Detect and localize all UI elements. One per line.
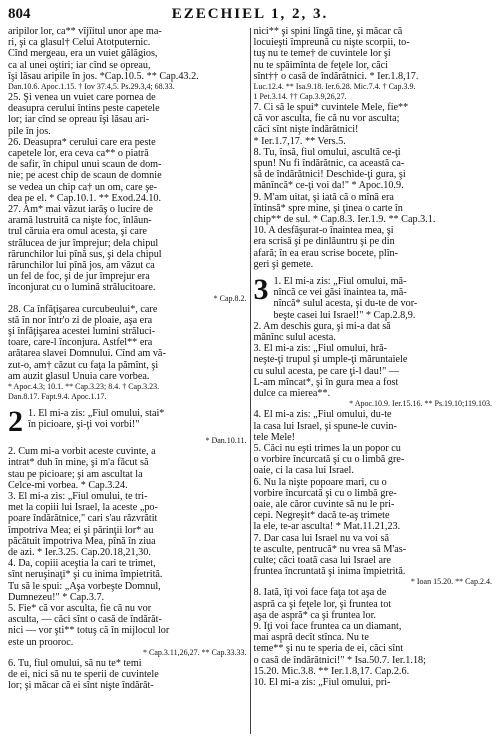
text-line: 2. Cum mi-a vorbit aceste cuvinte, a [8, 446, 156, 458]
chapter-3-heading [253, 273, 492, 321]
text-line: Tu să le spui: „Aşa vorbeşte Domnul, [8, 580, 161, 592]
text-line: se vedea un chip ca† un om, care şe- [8, 181, 158, 193]
text-line: mai aspră decît stînca. Nu te [253, 632, 369, 644]
text-line: aripilor lor, ca** vîjîitul unor ape ma- [8, 26, 162, 37]
text-line: 1. El mi-a zis: „Fiul omului, stai* [28, 408, 165, 420]
footnote-ref: 1 Pet.3.14. †† Cap.3.9,26,27. [253, 92, 347, 102]
text-line: L-am mîncat*, şi în gura mea a fost [253, 376, 399, 388]
left-block-1 [8, 26, 247, 82]
text-line: un fel de foc, şi de jur împrejur era [8, 271, 150, 283]
text-line: dea pe el. * Cap.10.1. ** Exod.24.10. [8, 192, 162, 204]
text-line: strălucea de jur împrejur; dela chipul [8, 237, 159, 249]
text-line: 8. Iată, îţi voi face faţa tot aşa de [253, 587, 387, 599]
footnote-ref: Dan.8.17. Fapt.9.4. Apoc.1.17. [8, 392, 107, 402]
footnote-ref: * Apoc.4.3; 10.1. ** Cap.3.23; 8.4. † Cap.3.23. [8, 382, 160, 392]
text-line: cu sulul acesta, pe care ţi-l dau!" — [253, 365, 400, 377]
text-line: 2. Am deschis gura, şi mi-a dat să [253, 320, 391, 332]
text-line: Dumnezeu!" * Cap.3.7. [8, 591, 105, 603]
text-line: că vor asculta, fie că nu vor asculta; [253, 113, 400, 125]
right-block-5 [253, 587, 492, 688]
text-line: chip** de sul. * Cap.8.3. Ier.1.9. ** Cap.3.1. [253, 214, 436, 226]
text-line: pile în jos. [8, 125, 51, 137]
text-line: rărunchilor lui pînă jos, am văzut ca [8, 260, 155, 272]
text-line: stau pe picioare; şi am ascultat la [8, 468, 143, 480]
text-line: de ei, nici să nu te sperii de cuvintele [8, 668, 159, 680]
text-line: te asculte, pentrucă* nu vrea să M'as- [253, 543, 407, 555]
text-line: Cînd mergeau, era un vuiet gălăgios, [8, 48, 158, 60]
right-refs-1 [253, 82, 492, 102]
text-line: neşte-ţi trupul şi umple-ţi măruntaiele [253, 354, 408, 366]
text-line: afară; în ea erau scrise bocete, plîn- [253, 247, 399, 259]
text-line: fruntea încruntată şi inima împietrită. [253, 566, 406, 578]
left-block-4 [8, 446, 247, 648]
left-refs-3 [8, 382, 247, 402]
footnote-ref: * Ioan 15.20. ** Cap.2.4. [410, 577, 492, 587]
text-line: 26. Deasupra* cerului care era peste [8, 136, 156, 148]
text-line: dulce ca mierea**. [253, 388, 331, 400]
right-column [253, 26, 492, 738]
text-line: nîncă ce vei găsi înaintea ta, mă- [273, 287, 407, 299]
text-line: căci sînt nişte îndărătnici! [253, 124, 359, 136]
running-title: EZECHIEL 1, 2, 3. [171, 6, 329, 22]
text-line: la ele, te-ar asculta! * Mat.11.21,23. [253, 521, 401, 533]
text-line: la casa lui Israel, şi spune-le cuvin- [253, 420, 397, 432]
text-line: lor; şi măcar că ei sînt nişte îndărăt- [8, 680, 154, 692]
text-line: met la copiii lui Israel, la aceste „po- [8, 502, 158, 514]
text-line: 5. Căci nu eşti trimes la un popor cu [253, 442, 401, 454]
text-line: sînt neruşinaţi* şi cu inima împietrită. [8, 569, 163, 581]
text-line: 7. Ci să le spui* cuvintele Mele, fie** [253, 102, 409, 114]
text-line: 27. Am* mai văzut iarăş o lucire de [8, 204, 153, 216]
footnote-ref: Luc.12.4. ** Isa.9.18. Ier.6.28. Mic.7.4. † Cap.3.9. [253, 82, 416, 92]
text-line: tele Mele! [253, 431, 296, 443]
right-block-2 [253, 102, 492, 270]
text-line: 6. Nu la nişte popoare mari, cu o [253, 476, 387, 488]
text-line: şi înfăţişarea acestei lumini străluci- [8, 326, 156, 338]
right-block-3 [253, 321, 492, 399]
text-line: sînt†† o casă de îndărătnici. * Ier.1.8,17. [253, 70, 419, 82]
page-number: 804 [8, 6, 31, 22]
chapter-2-opening [28, 408, 247, 436]
text-line: 8. Tu, însă, fiul omului, ascultă ce-ţi [253, 146, 401, 158]
text-line: 3. El mi-a zis: „Fiul omului, hră- [253, 343, 388, 355]
text-line: o vorbire încurcată şi cu o limbă gre- [253, 454, 405, 466]
text-line: lor; iar cînd se opreau îşi lăsau ari- [8, 114, 150, 126]
text-line: culte; căci toată casa lui Israel are [253, 554, 391, 566]
text-line: 4. Da, copiii aceştia la cari te trimet, [8, 558, 156, 570]
text-line: vorbire încurcată şi cu o limbă gre- [253, 487, 397, 499]
text-line: toare, care-l înconjura. Astfel** era [8, 337, 153, 349]
text-line: nu te spăimînta de feţele lor, căci [253, 59, 389, 71]
left-block-3 [8, 304, 247, 382]
text-line: arătarea slavei Domnului. Cînd am vă- [8, 348, 166, 360]
text-line: nîncă* sulul acesta, şi du-te de vor- [273, 298, 418, 310]
chapter-3-opening [273, 276, 492, 321]
footnote-ref: * Cap.8.2. [213, 293, 247, 303]
text-line: oaie, ale căror cuvinte să nu le pri- [253, 498, 395, 510]
text-line: asculta, — căci sînt o casă de îndărăt- [8, 614, 162, 626]
text-line: 10. El mi-a zis: „Fiul omului, pri- [253, 676, 391, 688]
text-line: de azi. * Ier.3.25. Cap.20.18,21,30. [8, 546, 151, 558]
text-line: ca al unei oştiri; iar cînd se opreau, [8, 59, 151, 71]
text-line: era scrisă şi pe dinlăuntru şi pe din [253, 236, 395, 248]
text-line: o casă de îndărătnici!" * Isa.50.7. Ier.1.18; [253, 654, 426, 666]
text-line: mănînc sulul acesta. [253, 332, 336, 344]
text-line: locuieşti împreună cu nişte scorpii, to- [253, 37, 410, 49]
text-line: 3. El mi-a zis: „Fiul omului, te tri- [8, 490, 148, 502]
left-block-5 [8, 658, 247, 692]
text-line: îşi lăsau aripile în jos. *Cap.10.5. ** Cap.43.2. [8, 70, 199, 82]
text-line: în picioare, şi-ţi voi vorbi!" [28, 419, 140, 431]
text-line: 6. Tu, fiul omului, să nu te* temi [8, 657, 142, 669]
text-line: 25. Şi venea un vuiet care pornea de [8, 92, 156, 104]
text-line: tuş nu te teme† de cuvintele lor şi [253, 48, 391, 60]
text-line: 15.20. Mic.3.8. ** Ier.1.8,17. Cap.2.6. [253, 665, 410, 677]
text-line: rărunchilor lui pînă sus, şi dela chipul [8, 248, 162, 260]
chapter-number: 2 [8, 405, 23, 439]
text-line: deasupra cerului întins peste capetele [8, 103, 160, 115]
text-line: am auzit glasul Unuia care vorbea. [8, 370, 150, 382]
text-line: cepi. Negreşit* dacă te-aş trimete [253, 510, 390, 522]
page-header [8, 6, 492, 26]
text-line: de safir, în chipul unui scaun de dom- [8, 159, 162, 171]
text-line: oaie, ci la casa lui Israel. [253, 465, 354, 477]
text-line: capetele lor, era ceva ca** o piatră [8, 148, 149, 160]
text-line: 5. Fie* că vor asculta, fie că nu vor [8, 602, 152, 614]
footnote-ref: Dan.10.6. Apoc.1.15. † Iov 37.4,5. Ps.29.3,4; 68.33. [8, 82, 175, 92]
text-line: poare îndărătnice," cari s'au răzvrătit [8, 513, 158, 525]
text-line: mănîncă* ce-ţi voi da!" * Apoc.10.9. [253, 180, 404, 192]
text-line: teme** şi nu te speria de ei, căci sînt [253, 643, 404, 655]
left-column [8, 26, 247, 738]
text-line: intrat* duh în mine, şi m'a făcut să [8, 457, 149, 469]
footnote-ref: * Apoc.10.9. Ier.15.16. ** Ps.19.10;119.103. [349, 399, 492, 409]
text-line: beşte casei lui Israel!" * Cap.2.8,9. [273, 309, 416, 321]
text-line: 1. El mi-a zis: „Fiul omului, mă- [273, 276, 407, 288]
text-line: 7. Dar casa lui Israel nu va voi să [253, 532, 389, 544]
text-line: aramă lustruită ca nişte foc, înlăun- [8, 215, 152, 227]
text-line: Celce-mi vorbea. * Cap.3.24. [8, 479, 128, 491]
text-line: înconjurat cu o lumină strălucitoare. [8, 282, 156, 294]
text-line: spun! Nu fi îndărătnic, ca această ca- [253, 158, 405, 170]
footnote-ref: * Dan.10.11. [205, 436, 247, 446]
chapter-number: 3 [253, 273, 269, 307]
text-line: împotriva Mea; ei şi părinţii lor* au [8, 524, 154, 536]
text-line: nici — vor şti** totuş că în mijlocul lor [8, 625, 170, 637]
text-line: aşa de aspră* ca şi fruntea lor. [253, 609, 376, 621]
text-line: 9. M'am uitat, şi iată că o mînă era [253, 191, 394, 203]
text-line: 4. El mi-a zis: „Fiul omului, du-te [253, 409, 392, 421]
text-line: păcătuit împotriva Mea, pînă în ziua [8, 535, 156, 547]
text-line: 9. Îţi voi face fruntea ca un diamant, [253, 620, 402, 632]
right-block-4 [253, 409, 492, 577]
text-line: aspră ca şi feţele lor, şi fruntea tot [253, 598, 392, 610]
text-line: stă în nor într'o zi de ploaie, aşa era [8, 314, 153, 326]
footnote-ref: * Cap.3.11,26,27. ** Cap.33.33. [143, 647, 247, 657]
text-line: 10. A desfăşurat-o înaintea mea, şi [253, 225, 394, 237]
column-divider [250, 28, 251, 734]
text-line: este un prooroc. [8, 636, 74, 648]
text-line: zut-o, am† căzut cu faţa la pămînt, şi [8, 359, 159, 371]
text-line: * Ier.1.7,17. ** Vers.5. [253, 135, 346, 147]
text-line: nie; pe acest chip de scaun de domnie [8, 170, 162, 182]
text-line: ri, şi ca glasul† Celui Atotputernic. [8, 37, 151, 49]
left-block-2 [8, 92, 247, 294]
chapter-2-heading [8, 405, 247, 439]
text-line: întinsă* spre mine, şi ţinea o carte în [253, 202, 403, 214]
right-block-1 [253, 26, 492, 82]
text-line: să de îndărătnici! Deschide-ţi gura, şi [253, 169, 406, 181]
text-line: trul căruia era omul acesta, şi care [8, 226, 147, 238]
text-line: 28. Ca înfăţişarea curcubeului*, care [8, 303, 158, 315]
text-line: geri şi gemete. [253, 258, 314, 270]
text-line: nici** şi spini lîngă tine, şi măcar că [253, 26, 403, 37]
